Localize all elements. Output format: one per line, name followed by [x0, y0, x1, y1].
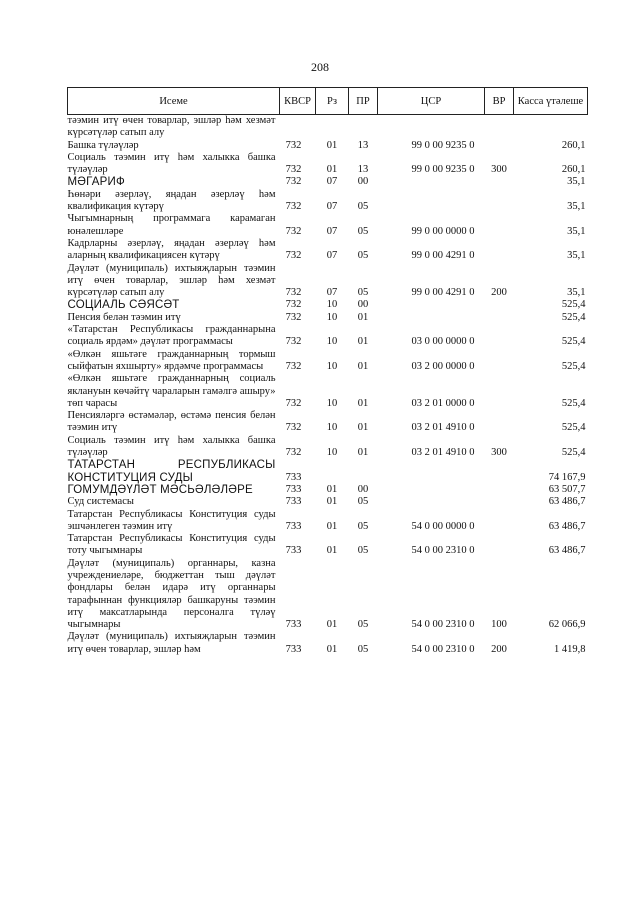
row-rz: 01: [326, 619, 338, 631]
table-row: [68, 631, 588, 656]
row-pr: 01: [357, 360, 369, 372]
row-name: Чыгымнарның программага карамаган юнәлешләре: [67, 213, 276, 237]
row-name: Дәүләт (муниципаль) органнары, казна учреждениеләре, бюджеттан тыш дәүләт фондлары белән идарә итү органнары тарафыннан функцияләр башкаруны тәэмин итү максатларында персоналга түләү чыгымнары: [67, 557, 276, 631]
row-name: Дәүләт (муниципаль) ихтыяҗларын тәэмин итү өчен товарлар, эшләр һәм хезмәт күрсәтүләр сатып алу: [67, 262, 276, 299]
row-kvsr: 732: [285, 287, 302, 299]
row-rz: 01: [326, 483, 338, 495]
row-csr: [378, 189, 485, 214]
row-kvsr: 732: [285, 311, 302, 323]
row-csr: 03 2 00 0000 0: [411, 360, 475, 372]
row-amount: 525,4: [561, 397, 586, 409]
row-csr: [378, 312, 485, 324]
row-name: ТАТАРСТАН РЕСПУБЛИКАСЫ КОНСТИТУЦИЯ СУДЫ: [67, 459, 276, 484]
row-csr: [378, 299, 485, 311]
row-name: «Өлкән яшьтәге гражданнарның тормыш сыйфатын яхшырту» ярдәмче программасы: [67, 348, 276, 372]
row-name: «Өлкән яшьтәге гражданнарның социаль яклануын көчәйтү чараларын гамәлгә ашыру» төп чарасы: [67, 373, 276, 409]
row-csr: [378, 484, 485, 496]
row-amount: 525,4: [561, 336, 586, 348]
row-kvsr: 733: [285, 520, 302, 532]
row-rz: 10: [326, 447, 338, 459]
row-rz: 01: [326, 496, 338, 508]
row-csr: 03 2 01 0000 0: [411, 397, 475, 409]
row-vr: [485, 176, 514, 188]
row-amount: 63 507,7: [548, 483, 586, 495]
row-kvsr: 732: [285, 422, 302, 434]
row-kvsr: 732: [285, 336, 302, 348]
row-name: Башка түләүләр: [67, 139, 139, 151]
row-vr: [485, 496, 514, 508]
row-csr: 99 0 00 0000 0: [411, 225, 475, 237]
row-vr: [485, 140, 514, 152]
row-kvsr: 732: [285, 139, 302, 151]
row-vr: 300: [491, 447, 507, 459]
row-pr: 01: [357, 336, 369, 348]
row-vr: [485, 484, 514, 496]
table-row: [68, 533, 588, 558]
row-kvsr: 732: [285, 250, 302, 262]
row-csr: 54 0 00 0000 0: [411, 520, 475, 532]
row-vr: [485, 349, 514, 374]
row-csr: 54 0 00 2310 0: [411, 643, 475, 655]
table-row: [68, 238, 588, 263]
table-row: [68, 324, 588, 349]
row-pr: 05: [357, 201, 369, 213]
row-name: Социаль тәэмин итү һәм халыкка башка түләүләр: [67, 151, 276, 176]
row-vr: [485, 324, 514, 349]
row-amount: [514, 115, 588, 140]
row-kvsr: 732: [285, 447, 302, 459]
row-vr: 200: [491, 643, 507, 655]
row-pr: 05: [357, 545, 369, 557]
table-row: [68, 140, 588, 152]
row-pr: 05: [357, 643, 369, 655]
row-vr: [485, 533, 514, 558]
row-vr: [485, 459, 514, 484]
row-csr: 99 0 00 4291 0: [411, 250, 475, 262]
table-row: [68, 115, 588, 140]
row-name: Татарстан Республикасы Конституция суды тоту чыгымнары: [67, 533, 276, 557]
row-pr: 01: [357, 422, 369, 434]
header-csr: ЦСР: [378, 88, 485, 115]
row-vr: [485, 509, 514, 534]
row-kvsr: [280, 115, 316, 140]
row-amount: 260,1: [561, 164, 586, 176]
row-amount: 35,1: [567, 176, 586, 188]
row-name: Пенсия белән тәэмин итү: [67, 311, 181, 323]
row-kvsr: 732: [285, 225, 302, 237]
row-amount: 525,4: [561, 299, 586, 311]
row-csr: 99 0 00 4291 0: [411, 287, 475, 299]
header-rz: Рз: [316, 88, 349, 115]
row-pr: 05: [357, 520, 369, 532]
row-vr: [485, 410, 514, 435]
page-number: 208: [311, 60, 329, 74]
row-rz: 01: [326, 643, 338, 655]
row-pr: [349, 459, 378, 484]
row-csr: 03 2 01 4910 0: [411, 447, 475, 459]
row-pr: 01: [357, 447, 369, 459]
row-amount: 35,1: [567, 225, 586, 237]
table-row: [68, 152, 588, 177]
budget-table: [67, 87, 588, 656]
row-name: СОЦИАЛЬ СӘЯСӘТ: [67, 299, 180, 312]
row-vr: 300: [491, 164, 507, 176]
table-row: [68, 484, 588, 496]
row-pr: 05: [357, 619, 369, 631]
row-pr: 13: [357, 164, 369, 176]
row-rz: 07: [326, 201, 338, 213]
row-name: Дәүләт (муниципаль) ихтыяҗларын тәэмин итү өчен товарлар, эшләр һәм: [67, 631, 276, 655]
row-rz: 01: [326, 164, 338, 176]
row-name: Социаль тәэмин итү һәм халыкка башка түләүләр: [67, 434, 276, 459]
row-pr: 01: [357, 311, 369, 323]
row-amount: 63 486,7: [548, 545, 586, 557]
row-amount: 525,4: [561, 422, 586, 434]
row-rz: 10: [326, 311, 338, 323]
table-row: [68, 312, 588, 324]
row-rz: 01: [326, 139, 338, 151]
row-rz: 10: [326, 336, 338, 348]
row-kvsr: 733: [285, 471, 302, 483]
row-pr: 00: [357, 176, 369, 188]
header-row: [68, 88, 588, 115]
row-pr: 00: [357, 299, 369, 311]
row-rz: 10: [326, 397, 338, 409]
row-rz: 07: [326, 225, 338, 237]
row-amount: 260,1: [561, 139, 586, 151]
row-kvsr: 732: [285, 164, 302, 176]
table-row: [68, 299, 588, 311]
row-name: Кадрларны әзерләү, яңадан әзерләү һәм аларның квалификациясен күтәрү: [67, 237, 276, 262]
row-rz: [316, 115, 349, 140]
row-amount: 63 486,7: [548, 496, 586, 508]
row-rz: 07: [326, 176, 338, 188]
row-name: ГОМУМДӘҮЛӘТ МӘСЬӘЛӘЛӘРЕ: [67, 483, 253, 496]
row-vr: [485, 238, 514, 263]
row-name: тәэмин итү өчен товарлар, эшләр һәм хезмәт күрсәтүләр сатып алу: [67, 115, 276, 139]
row-vr: [485, 189, 514, 214]
row-name: Һөнәри әзерләү, яңадан әзерләү һәм квалификация күтәрү: [67, 188, 276, 213]
table-row: [68, 213, 588, 238]
table-row: [68, 410, 588, 435]
row-rz: 01: [326, 545, 338, 557]
row-kvsr: 732: [285, 397, 302, 409]
row-amount: 62 066,9: [548, 619, 586, 631]
row-amount: 1 419,8: [554, 643, 586, 655]
row-kvsr: 732: [285, 201, 302, 213]
row-csr: 03 2 01 4910 0: [411, 422, 475, 434]
row-rz: 01: [326, 520, 338, 532]
row-kvsr: 733: [285, 496, 302, 508]
row-csr: [378, 496, 485, 508]
table-row: [68, 459, 588, 484]
row-pr: 05: [357, 496, 369, 508]
header-vr: ВР: [485, 88, 514, 115]
row-rz: 10: [326, 360, 338, 372]
row-amount: 63 486,7: [548, 520, 586, 532]
row-vr: [485, 312, 514, 324]
header-kvsr: КВСР: [280, 88, 316, 115]
row-csr: 99 0 00 9235 0: [411, 139, 475, 151]
row-amount: 74 167,9: [548, 471, 586, 483]
table-row: [68, 176, 588, 188]
row-csr: [378, 459, 485, 484]
row-csr: 54 0 00 2310 0: [411, 545, 475, 557]
row-kvsr: 733: [285, 483, 302, 495]
row-vr: [485, 373, 514, 410]
row-name: МӘГАРИФ: [67, 176, 125, 189]
row-kvsr: 733: [285, 545, 302, 557]
row-pr: 00: [357, 483, 369, 495]
row-vr: 200: [491, 287, 507, 299]
row-pr: 13: [357, 139, 369, 151]
row-rz: 07: [326, 250, 338, 262]
row-name: Пенсияләргә өстәмәләр, өстәмә пенсия белән тәэмин итү: [67, 410, 276, 434]
row-pr: 01: [357, 397, 369, 409]
row-amount: 35,1: [567, 250, 586, 262]
table-row: [68, 349, 588, 374]
row-name: «Татарстан Республикасы гражданнарына социаль ярдәм» дәүләт программасы: [67, 324, 276, 348]
row-kvsr: 733: [285, 619, 302, 631]
row-csr: 99 0 00 9235 0: [411, 164, 475, 176]
row-vr: [485, 213, 514, 238]
row-pr: 05: [357, 225, 369, 237]
row-amount: 525,4: [561, 360, 586, 372]
header-pr: ПР: [349, 88, 378, 115]
row-pr: 05: [357, 287, 369, 299]
row-kvsr: 732: [285, 176, 302, 188]
table-row: [68, 373, 588, 410]
row-csr: 54 0 00 2310 0: [411, 619, 475, 631]
row-rz: [316, 459, 349, 484]
row-csr: 03 0 00 0000 0: [411, 336, 475, 348]
table-row: [68, 435, 588, 460]
row-amount: 35,1: [567, 287, 586, 299]
table-row: [68, 496, 588, 508]
row-kvsr: 732: [285, 299, 302, 311]
row-csr: [378, 176, 485, 188]
row-amount: 525,4: [561, 447, 586, 459]
row-pr: [349, 115, 378, 140]
row-name: Суд системасы: [67, 496, 134, 508]
table-body: [68, 115, 588, 657]
header-name: Исеме: [68, 88, 280, 115]
table-row: [68, 263, 588, 300]
table-row: [68, 189, 588, 214]
row-rz: 10: [326, 422, 338, 434]
header-amount: Касса үтәлеше: [514, 88, 588, 115]
row-amount: 35,1: [567, 201, 586, 213]
row-rz: 07: [326, 287, 338, 299]
row-rz: 10: [326, 299, 338, 311]
row-pr: 05: [357, 250, 369, 262]
table-row: [68, 509, 588, 534]
row-kvsr: 733: [285, 643, 302, 655]
row-name: Татарстан Республикасы Конституция суды эшчәнлеген тәэмин итү: [67, 508, 276, 532]
row-vr: [485, 115, 514, 140]
row-kvsr: 732: [285, 360, 302, 372]
table-row: [68, 558, 588, 632]
row-csr: [378, 115, 485, 140]
row-vr: 100: [491, 619, 507, 631]
row-vr: [485, 299, 514, 311]
row-amount: 525,4: [561, 311, 586, 323]
